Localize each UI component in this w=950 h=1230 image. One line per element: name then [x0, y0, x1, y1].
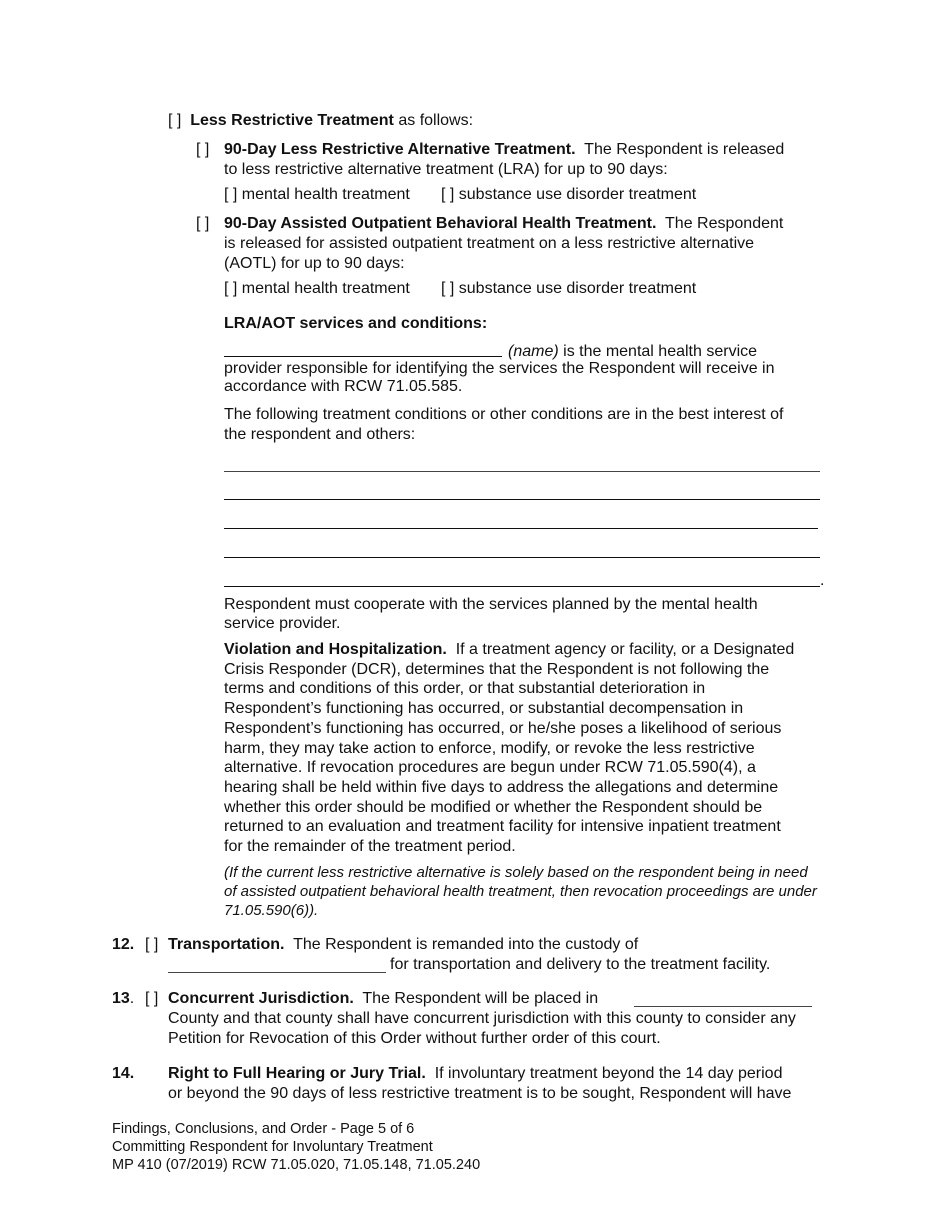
item-13-text-1: The Respondent will be placed in: [362, 990, 599, 1007]
provider-line-3: accordance with RCW 71.05.585.: [224, 378, 463, 395]
item-12-line-1: [168, 935, 638, 955]
aot-text-3: (AOTL) for up to 90 days:: [224, 255, 405, 272]
violation-line: harm, they may take action to enforce, modify, or revoke the less restrictive: [224, 739, 755, 757]
less-restrictive-checkbox[interactable]: [ ]: [168, 112, 182, 129]
violation-line: for the remainder of the treatment period.: [224, 838, 516, 856]
item-13-title: Concurrent Jurisdiction.: [168, 990, 354, 1007]
item-14-text-1: If involuntary treatment beyond the 14 day period: [434, 1065, 783, 1082]
item-14-number: 14.: [112, 1065, 135, 1082]
item-12-text-2: for transportation and delivery to the treatment facility.: [390, 956, 771, 973]
cooperate-line-1: Respondent must cooperate with the services planned by the mental health: [224, 596, 758, 613]
condition-blank-line[interactable]: [224, 557, 820, 558]
cooperate-line-2: service provider.: [224, 615, 341, 632]
provider-line-2: provider responsible for identifying the services the Respondent will receive in: [224, 360, 775, 377]
item-12-checkbox[interactable]: [ ]: [145, 936, 159, 953]
lra-text-1: The Respondent is released: [584, 141, 785, 158]
violation-line: returned to an evaluation and treatment facility for intensive inpatient treatment: [224, 818, 781, 836]
provider-line-1: [508, 342, 757, 362]
aot-text-2: is released for assisted outpatient treatment on a less restrictive alternative: [224, 235, 755, 252]
condition-blank-line[interactable]: [224, 471, 820, 472]
item-12-title: Transportation.: [168, 936, 285, 953]
less-restrictive-title: Less Restrictive Treatment: [190, 112, 394, 129]
item-12-number: 12.: [112, 936, 135, 953]
services-heading: LRA/AOT services and conditions:: [224, 315, 488, 332]
note-line: (If the current less restrictive alternative is solely based on the respondent being in need: [224, 864, 808, 881]
provider-line-1-suffix: is the mental health service: [563, 343, 758, 360]
violation-line: hearing shall be held within five days to address the allegations and determine: [224, 778, 779, 796]
revocation-note: [224, 863, 864, 920]
violation-title: Violation and Hospitalization.: [224, 641, 447, 658]
aot-option-substance-use[interactable]: [ ] substance use disorder treatment: [441, 280, 697, 297]
footer-line-1: Findings, Conclusions, and Order - Page 5 of 6: [112, 1121, 415, 1137]
item-12-text-1: The Respondent is remanded into the custody of: [293, 936, 639, 953]
lra-option-mental-health[interactable]: [ ] mental health treatment: [224, 186, 410, 203]
less-restrictive-heading: [168, 111, 473, 131]
lra-title: 90-Day Less Restrictive Alternative Treatment.: [224, 141, 576, 158]
footer-line-3: MP 410 (07/2019) RCW 71.05.020, 71.05.148, 71.05.240: [112, 1157, 481, 1173]
aot-checkbox[interactable]: [ ]: [196, 215, 210, 232]
violation-line: If a treatment agency or facility, or a Designated: [455, 641, 795, 658]
item-13-number: 13.: [112, 990, 135, 1007]
item-13-text-2: County and that county shall have concurrent jurisdiction with this county to consider any: [168, 1010, 796, 1027]
county-field[interactable]: [634, 1006, 812, 1007]
violation-line: terms and conditions of this order, or that substantial deterioration in: [224, 680, 706, 698]
lra-paragraph: [224, 140, 844, 180]
violation-line: Respondent’s functioning has occurred, or he/she poses a likelihood of serious: [224, 719, 782, 737]
aot-title: 90-Day Assisted Outpatient Behavioral Health Treatment.: [224, 215, 657, 232]
violation-line: Crisis Responder (DCR), determines that the Respondent is not following the: [224, 660, 770, 678]
item-13-line-1: [168, 989, 598, 1009]
condition-period: .: [820, 572, 825, 589]
violation-line: Respondent’s functioning has occurred, or substantial decompensation in: [224, 700, 744, 718]
condition-blank-line[interactable]: [224, 499, 820, 500]
conditions-line-1: The following treatment conditions or other conditions are in the best interest of: [224, 406, 784, 423]
item-14-line-1: [168, 1064, 782, 1084]
aot-option-mental-health[interactable]: [ ] mental health treatment: [224, 280, 410, 297]
item-13-text-3: Petition for Revocation of this Order without further order of this court.: [168, 1030, 661, 1047]
custody-field[interactable]: [168, 972, 386, 973]
note-line: of assisted outpatient behavioral health treatment, then revocation proceedings are under: [224, 883, 817, 900]
provider-name-label: (name): [508, 343, 559, 360]
page-footer: [112, 1120, 480, 1174]
item-13-checkbox[interactable]: [ ]: [145, 990, 159, 1007]
lra-option-substance-use[interactable]: [ ] substance use disorder treatment: [441, 186, 697, 203]
provider-name-field[interactable]: [224, 356, 502, 357]
violation-paragraph: [224, 640, 864, 857]
footer-line-2: Committing Respondent for Involuntary Treatment: [112, 1139, 433, 1155]
lra-text-2: to less restrictive alternative treatment (LRA) for up to 90 days:: [224, 161, 668, 178]
condition-blank-line[interactable]: [224, 586, 820, 587]
item-14-title: Right to Full Hearing or Jury Trial.: [168, 1065, 426, 1082]
condition-blank-line[interactable]: [224, 528, 818, 529]
violation-line: alternative. If revocation procedures are begun under RCW 71.05.590(4), a: [224, 759, 756, 777]
conditions-line-2: the respondent and others:: [224, 426, 416, 443]
lra-checkbox[interactable]: [ ]: [196, 141, 210, 158]
aot-paragraph: [224, 214, 844, 274]
aot-text-1: The Respondent: [665, 215, 784, 232]
note-line: 71.05.590(6)).: [224, 902, 319, 919]
item-14-text-2: or beyond the 90 days of less restrictive treatment is to be sought, Respondent will have: [168, 1085, 792, 1102]
violation-line: whether this order should be modified or whether the Respondent should be: [224, 798, 763, 816]
less-restrictive-suffix: as follows:: [398, 112, 474, 129]
